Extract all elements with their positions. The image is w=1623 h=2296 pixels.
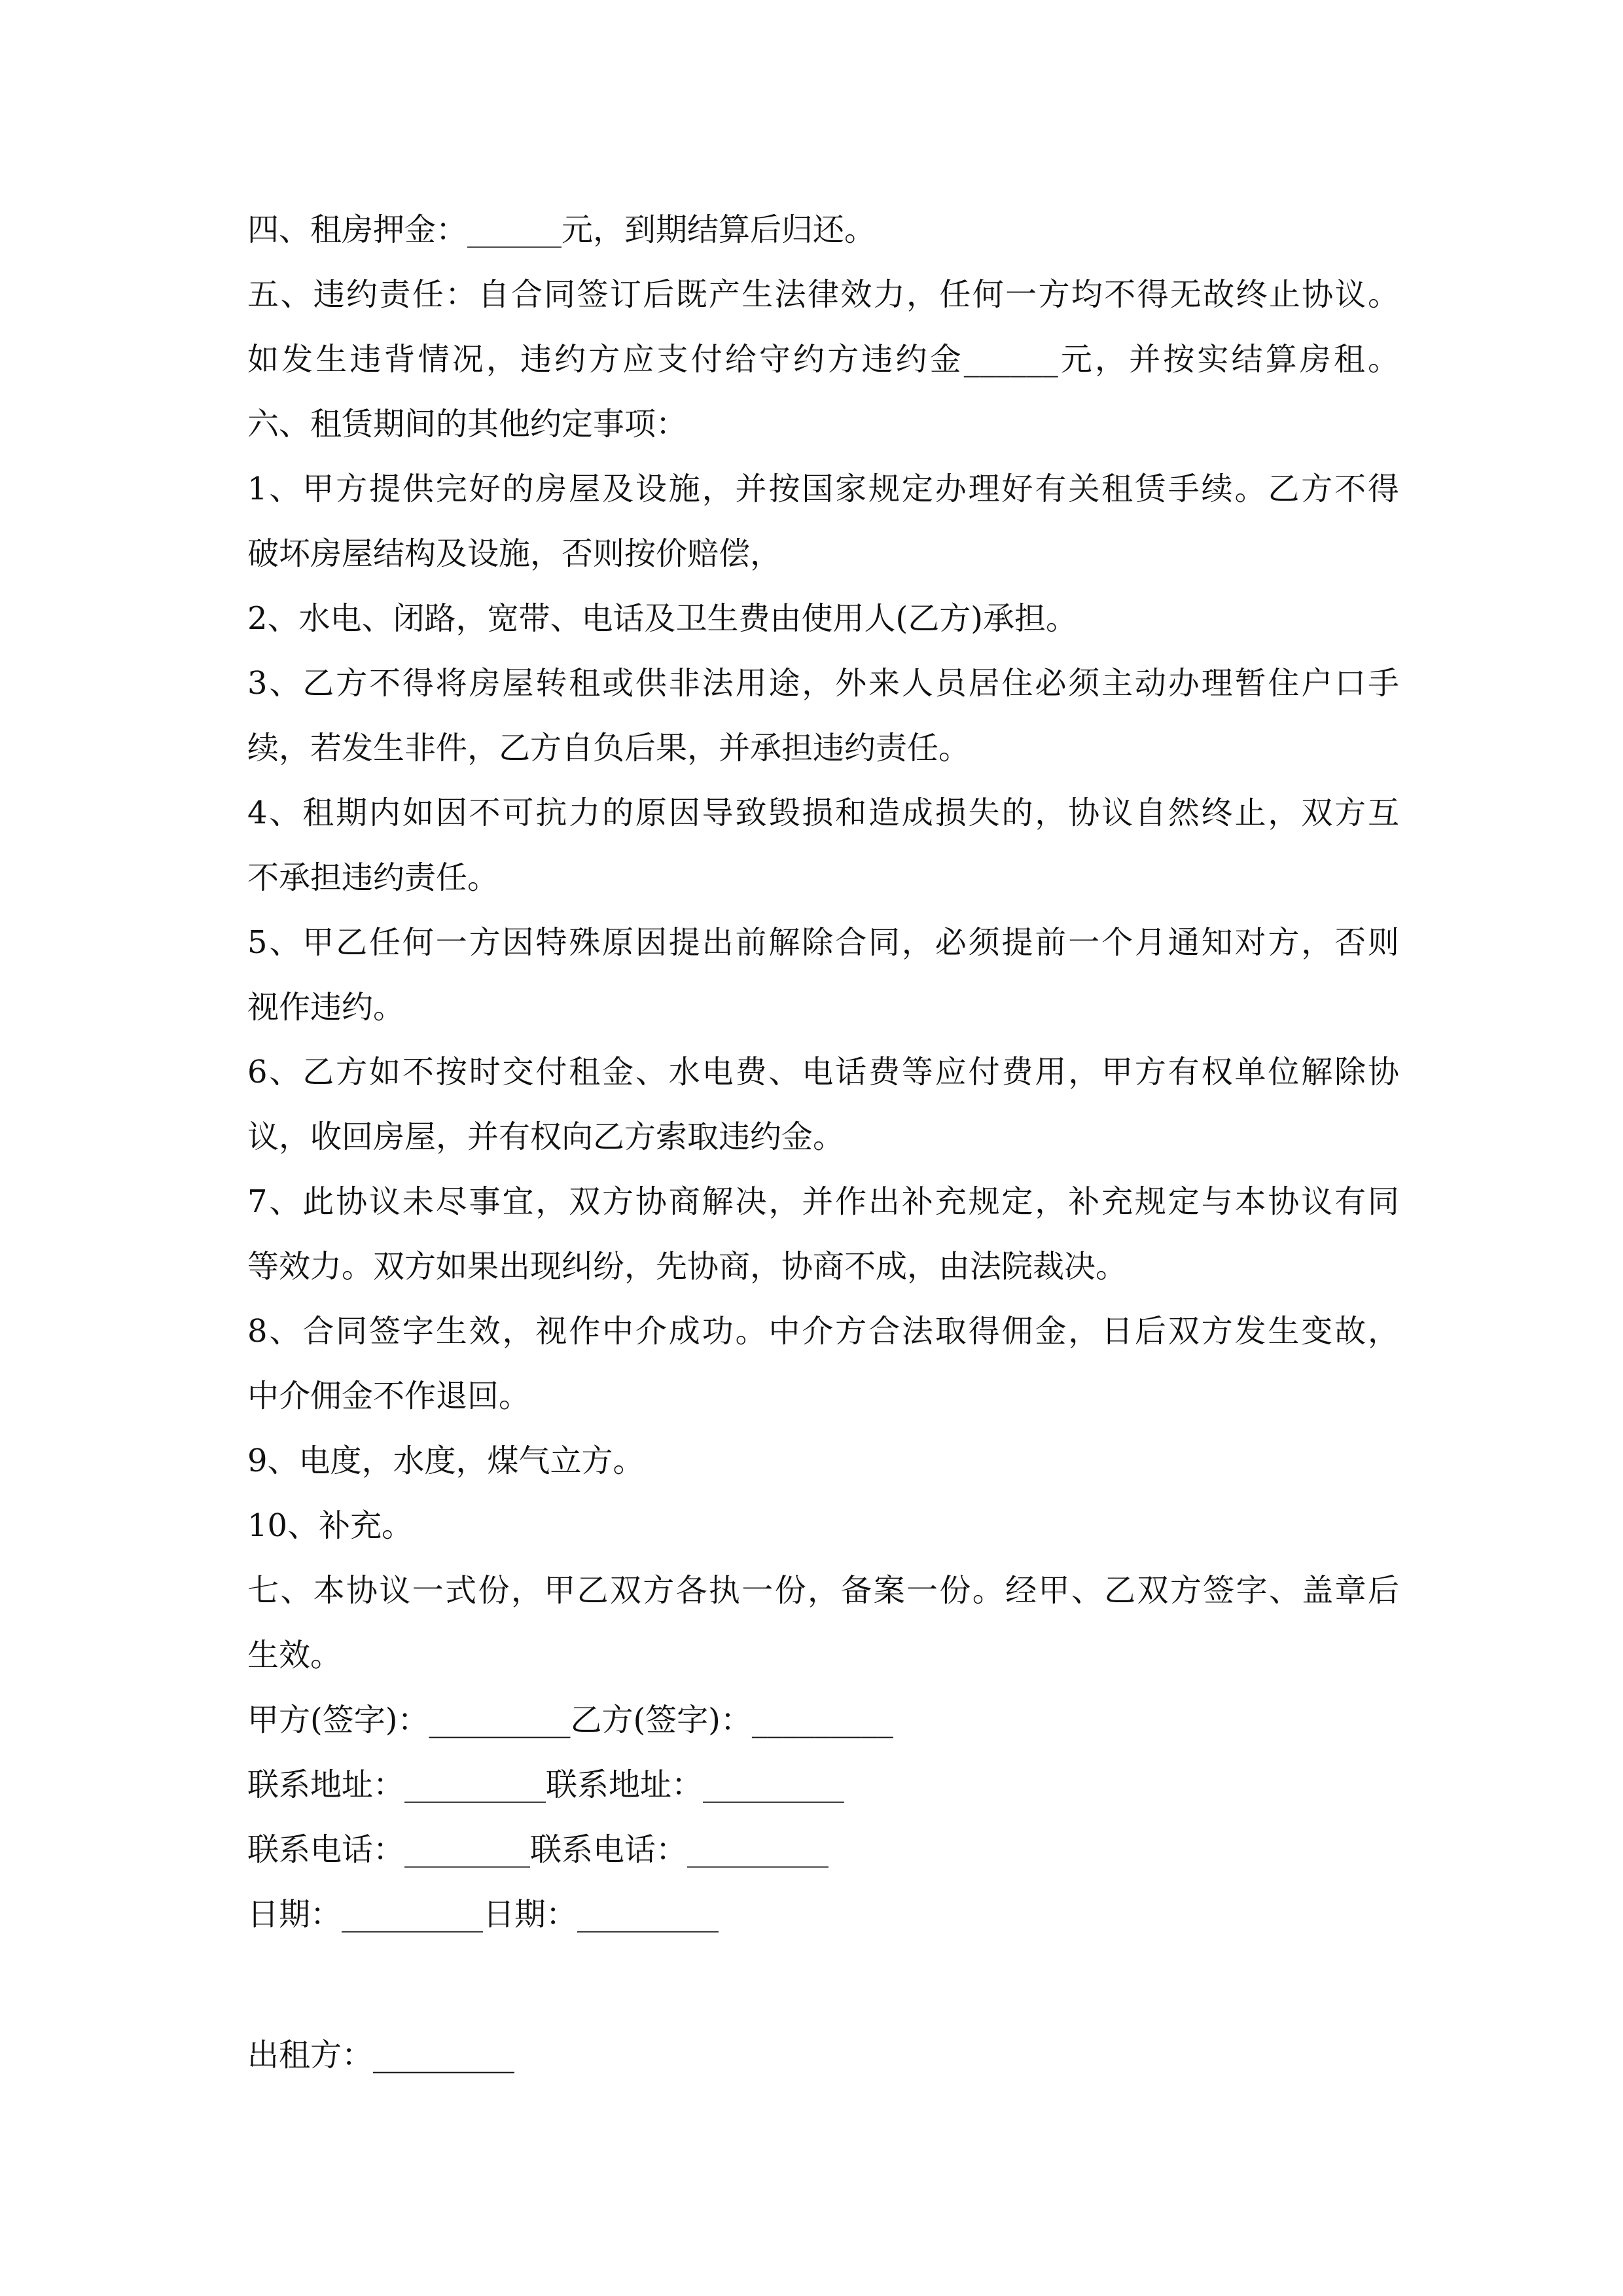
item-3-line-1: 3、乙方不得将房屋转租或供非法用途，外来人员居住必须主动办理暂住户口手 [247,665,1399,702]
phone-row: 联系电话：________联系电话：_________ [247,1831,829,1868]
address-row: 联系地址：_________联系地址：_________ [247,1767,845,1803]
contract-body [247,198,1399,2088]
liability-clause-line-1: 五、违约责任：自合同签订后既产生法律效力，任何一方均不得无故终止协议。 [247,276,1399,313]
item-1-line-2: 破坏房屋结构及设施，否则按价赔偿， [247,535,782,572]
item-6-line-2: 议，收回房屋，并有权向乙方索取违约金。 [247,1119,845,1155]
lessor-row: 出租方：_________ [247,2037,515,2073]
other-terms-heading: 六、租赁期间的其他约定事项： [247,406,688,442]
item-4-line-2: 不承担违约责任。 [247,859,499,896]
item-8-line-2: 中介佣金不作退回。 [247,1378,531,1414]
item-5-line-1: 5、甲乙任何一方因特殊原因提出前解除合同，必须提前一个月通知对方，否则 [247,924,1399,961]
signature-row: 甲方(签字)：_________乙方(签字)：_________ [247,1702,893,1738]
item-7-line-1: 7、此协议未尽事宜，双方协商解决，并作出补充规定，补充规定与本协议有同 [247,1183,1399,1220]
item-1-line-1: 1、甲方提供完好的房屋及设施，并按国家规定办理好有关租赁手续。乙方不得 [247,471,1399,507]
item-6-line-1: 6、乙方如不按时交付租金、水电费、电话费等应付费用，甲方有权单位解除协 [247,1054,1399,1090]
deposit-clause: 四、租房押金：______元，到期结算后归还。 [247,211,876,248]
item-5-line-2: 视作违约。 [247,989,405,1026]
liability-clause-line-2: 如发生违背情况，违约方应支付给守约方违约金______元，并按实结算房租。 [247,341,1399,378]
spacer [247,1947,1399,2023]
item-9: 9、电度，水度，煤气立方。 [247,1443,645,1479]
item-4-line-1: 4、租期内如因不可抗力的原因导致毁损和造成损失的，协议自然终止，双方互 [247,795,1399,831]
clause-7-line-1: 七、本协议一式份，甲乙双方各执一份，备案一份。经甲、乙双方签字、盖章后 [247,1572,1399,1609]
item-2: 2、水电、闭路，宽带、电话及卫生费由使用人(乙方)承担。 [247,600,1077,637]
item-3-line-2: 续，若发生非件，乙方自负后果，并承担违约责任。 [247,730,971,766]
item-10: 10、补充。 [247,1507,414,1544]
item-8-line-1: 8、合同签字生效，视作中介成功。中介方合法取得佣金，日后双方发生变故， [247,1313,1399,1350]
clause-7-line-2: 生效。 [247,1637,342,1674]
date-row: 日期：_________日期：_________ [247,1896,719,1933]
item-7-line-2: 等效力。双方如果出现纠纷，先协商，协商不成，由法院裁决。 [247,1248,1128,1285]
